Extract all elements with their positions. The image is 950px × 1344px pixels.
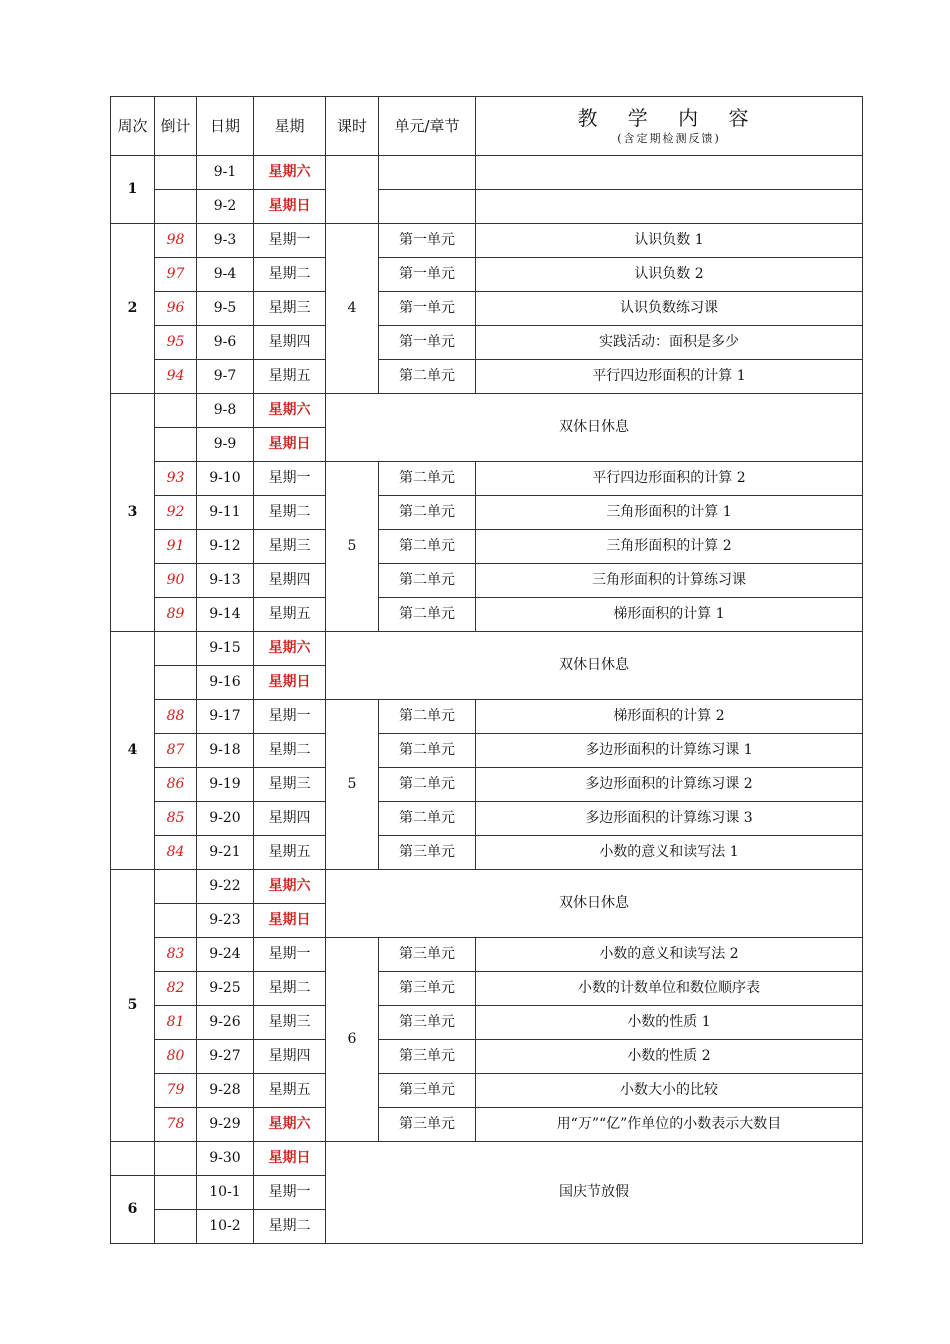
table-row	[111, 360, 863, 394]
content-cell: 认识负数练习课	[476, 292, 863, 326]
content-cell: 小数的计数单位和数位顺序表	[476, 972, 863, 1006]
countdown-cell	[155, 904, 197, 938]
countdown-cell: 84	[155, 836, 197, 870]
weekday-cell: 星期一	[254, 462, 326, 496]
unit-cell: 第三单元	[379, 1040, 476, 1074]
table-row	[111, 224, 863, 258]
countdown-cell	[155, 1142, 197, 1176]
week-cell	[111, 1142, 155, 1176]
periods-cell	[326, 156, 379, 224]
weekday-cell: 星期五	[254, 1074, 326, 1108]
weekday-cell: 星期一	[254, 1176, 326, 1210]
unit-cell: 第三单元	[379, 1074, 476, 1108]
countdown-cell: 95	[155, 326, 197, 360]
countdown-cell	[155, 156, 197, 190]
rest-notice: 双休日休息	[326, 632, 863, 700]
countdown-cell	[155, 1176, 197, 1210]
countdown-cell: 81	[155, 1006, 197, 1040]
content-cell: 实践活动：面积是多少	[476, 326, 863, 360]
periods-cell: 5	[326, 700, 379, 870]
weekday-cell: 星期六	[254, 870, 326, 904]
date-cell: 9-5	[197, 292, 254, 326]
week-cell: 5	[111, 870, 155, 1142]
weekday-cell: 星期五	[254, 836, 326, 870]
periods-cell: 4	[326, 224, 379, 394]
countdown-cell	[155, 666, 197, 700]
table-row	[111, 326, 863, 360]
unit-cell	[379, 190, 476, 224]
date-cell: 9-18	[197, 734, 254, 768]
unit-cell: 第二单元	[379, 768, 476, 802]
table-row	[111, 496, 863, 530]
countdown-cell: 82	[155, 972, 197, 1006]
date-cell: 9-3	[197, 224, 254, 258]
countdown-cell	[155, 394, 197, 428]
content-cell: 梯形面积的计算 2	[476, 700, 863, 734]
table-row	[111, 836, 863, 870]
weekday-cell: 星期三	[254, 768, 326, 802]
content-cell	[476, 190, 863, 224]
content-cell: 平行四边形面积的计算 2	[476, 462, 863, 496]
week-cell: 3	[111, 394, 155, 632]
content-cell: 平行四边形面积的计算 1	[476, 360, 863, 394]
table-row	[111, 734, 863, 768]
table-row	[111, 598, 863, 632]
date-cell: 9-7	[197, 360, 254, 394]
unit-cell: 第二单元	[379, 802, 476, 836]
countdown-cell: 96	[155, 292, 197, 326]
content-subtitle: (含定期检测反馈)	[617, 131, 721, 145]
weekday-cell: 星期日	[254, 666, 326, 700]
rest-notice: 双休日休息	[326, 394, 863, 462]
unit-cell: 第三单元	[379, 938, 476, 972]
unit-cell: 第二单元	[379, 734, 476, 768]
table-row	[111, 1006, 863, 1040]
unit-cell: 第二单元	[379, 462, 476, 496]
countdown-cell	[155, 190, 197, 224]
weekday-cell: 星期一	[254, 700, 326, 734]
countdown-cell: 88	[155, 700, 197, 734]
unit-cell: 第二单元	[379, 700, 476, 734]
content-cell: 小数大小的比较	[476, 1074, 863, 1108]
weekday-cell: 星期日	[254, 904, 326, 938]
weekday-cell: 星期二	[254, 1210, 326, 1244]
periods-cell: 5	[326, 462, 379, 632]
date-cell: 9-13	[197, 564, 254, 598]
content-cell: 小数的性质 2	[476, 1040, 863, 1074]
countdown-cell: 90	[155, 564, 197, 598]
unit-cell: 第二单元	[379, 598, 476, 632]
date-cell: 9-24	[197, 938, 254, 972]
unit-cell: 第一单元	[379, 292, 476, 326]
unit-cell: 第一单元	[379, 326, 476, 360]
date-cell: 9-27	[197, 1040, 254, 1074]
table-row	[111, 258, 863, 292]
countdown-cell: 78	[155, 1108, 197, 1142]
header-date: 日期	[197, 97, 254, 156]
countdown-cell: 93	[155, 462, 197, 496]
content-cell: 认识负数 1	[476, 224, 863, 258]
content-cell: 三角形面积的计算 2	[476, 530, 863, 564]
week-cell: 2	[111, 224, 155, 394]
countdown-cell: 98	[155, 224, 197, 258]
table-row	[111, 1074, 863, 1108]
header-countdown: 倒计	[155, 97, 197, 156]
table-row	[111, 632, 863, 666]
date-cell: 9-19	[197, 768, 254, 802]
countdown-cell: 86	[155, 768, 197, 802]
weekday-cell: 星期四	[254, 802, 326, 836]
table-row	[111, 802, 863, 836]
weekday-cell: 星期日	[254, 1142, 326, 1176]
date-cell: 9-14	[197, 598, 254, 632]
weekday-cell: 星期二	[254, 734, 326, 768]
date-cell: 9-8	[197, 394, 254, 428]
date-cell: 9-23	[197, 904, 254, 938]
countdown-cell: 80	[155, 1040, 197, 1074]
unit-cell: 第二单元	[379, 496, 476, 530]
countdown-cell: 79	[155, 1074, 197, 1108]
date-cell: 9-22	[197, 870, 254, 904]
countdown-cell	[155, 1210, 197, 1244]
date-cell: 9-9	[197, 428, 254, 462]
weekday-cell: 星期六	[254, 394, 326, 428]
date-cell: 9-11	[197, 496, 254, 530]
content-cell: 用“万”“亿”作单位的小数表示大数目	[476, 1108, 863, 1142]
week-cell: 4	[111, 632, 155, 870]
weekday-cell: 星期日	[254, 428, 326, 462]
countdown-cell: 85	[155, 802, 197, 836]
unit-cell: 第三单元	[379, 836, 476, 870]
content-cell: 多边形面积的计算练习课 3	[476, 802, 863, 836]
date-cell: 9-26	[197, 1006, 254, 1040]
weekday-cell: 星期四	[254, 1040, 326, 1074]
date-cell: 9-2	[197, 190, 254, 224]
table-row	[111, 564, 863, 598]
header-weekday: 星期	[254, 97, 326, 156]
unit-cell: 第一单元	[379, 258, 476, 292]
weekday-cell: 星期一	[254, 938, 326, 972]
periods-cell: 6	[326, 938, 379, 1142]
content-cell: 多边形面积的计算练习课 2	[476, 768, 863, 802]
date-cell: 9-25	[197, 972, 254, 1006]
table-row	[111, 768, 863, 802]
date-cell: 9-16	[197, 666, 254, 700]
weekday-cell: 星期日	[254, 190, 326, 224]
content-cell: 认识负数 2	[476, 258, 863, 292]
week-cell: 1	[111, 156, 155, 224]
date-cell: 9-20	[197, 802, 254, 836]
rest-notice: 国庆节放假	[326, 1142, 863, 1244]
date-cell: 10-2	[197, 1210, 254, 1244]
content-cell: 小数的意义和读写法 1	[476, 836, 863, 870]
weekday-cell: 星期六	[254, 632, 326, 666]
unit-cell: 第三单元	[379, 1108, 476, 1142]
weekday-cell: 星期三	[254, 530, 326, 564]
weekday-cell: 星期四	[254, 564, 326, 598]
table-row	[111, 1142, 863, 1176]
date-cell: 9-1	[197, 156, 254, 190]
unit-cell: 第一单元	[379, 224, 476, 258]
weekday-cell: 星期五	[254, 360, 326, 394]
date-cell: 9-6	[197, 326, 254, 360]
countdown-cell: 97	[155, 258, 197, 292]
weekday-cell: 星期二	[254, 972, 326, 1006]
content-cell: 小数的性质 1	[476, 1006, 863, 1040]
teaching-schedule-table	[110, 96, 863, 1244]
unit-cell: 第二单元	[379, 564, 476, 598]
unit-cell: 第二单元	[379, 360, 476, 394]
header-row	[111, 97, 863, 156]
unit-cell: 第三单元	[379, 1006, 476, 1040]
header-unit: 单元/章节	[379, 97, 476, 156]
content-cell: 小数的意义和读写法 2	[476, 938, 863, 972]
date-cell: 10-1	[197, 1176, 254, 1210]
content-cell: 三角形面积的计算练习课	[476, 564, 863, 598]
weekday-cell: 星期三	[254, 1006, 326, 1040]
countdown-cell: 89	[155, 598, 197, 632]
countdown-cell: 92	[155, 496, 197, 530]
weekday-cell: 星期三	[254, 292, 326, 326]
weekday-cell: 星期二	[254, 258, 326, 292]
table-row	[111, 1108, 863, 1142]
rest-notice: 双休日休息	[326, 870, 863, 938]
weekday-cell: 星期六	[254, 156, 326, 190]
date-cell: 9-30	[197, 1142, 254, 1176]
unit-cell: 第二单元	[379, 530, 476, 564]
weekday-cell: 星期二	[254, 496, 326, 530]
countdown-cell: 94	[155, 360, 197, 394]
header-content	[476, 97, 863, 156]
countdown-cell	[155, 870, 197, 904]
weekday-cell: 星期六	[254, 1108, 326, 1142]
date-cell: 9-10	[197, 462, 254, 496]
countdown-cell: 83	[155, 938, 197, 972]
table-row	[111, 190, 863, 224]
countdown-cell	[155, 428, 197, 462]
date-cell: 9-28	[197, 1074, 254, 1108]
table-row	[111, 156, 863, 190]
header-periods: 课时	[326, 97, 379, 156]
table-row	[111, 462, 863, 496]
table-row	[111, 870, 863, 904]
content-cell	[476, 156, 863, 190]
week-cell: 6	[111, 1176, 155, 1244]
table-row	[111, 938, 863, 972]
header-week: 周次	[111, 97, 155, 156]
countdown-cell: 91	[155, 530, 197, 564]
content-cell: 多边形面积的计算练习课 1	[476, 734, 863, 768]
weekday-cell: 星期五	[254, 598, 326, 632]
unit-cell: 第三单元	[379, 972, 476, 1006]
unit-cell	[379, 156, 476, 190]
table-row	[111, 292, 863, 326]
table-row	[111, 530, 863, 564]
date-cell: 9-29	[197, 1108, 254, 1142]
content-title: 教 学 内 容	[577, 105, 761, 130]
countdown-cell: 87	[155, 734, 197, 768]
weekday-cell: 星期一	[254, 224, 326, 258]
content-cell: 梯形面积的计算 1	[476, 598, 863, 632]
table-row	[111, 1040, 863, 1074]
content-cell: 三角形面积的计算 1	[476, 496, 863, 530]
weekday-cell: 星期四	[254, 326, 326, 360]
table-row	[111, 972, 863, 1006]
date-cell: 9-4	[197, 258, 254, 292]
date-cell: 9-17	[197, 700, 254, 734]
table-row	[111, 700, 863, 734]
date-cell: 9-12	[197, 530, 254, 564]
countdown-cell	[155, 632, 197, 666]
date-cell: 9-15	[197, 632, 254, 666]
date-cell: 9-21	[197, 836, 254, 870]
table-row	[111, 394, 863, 428]
